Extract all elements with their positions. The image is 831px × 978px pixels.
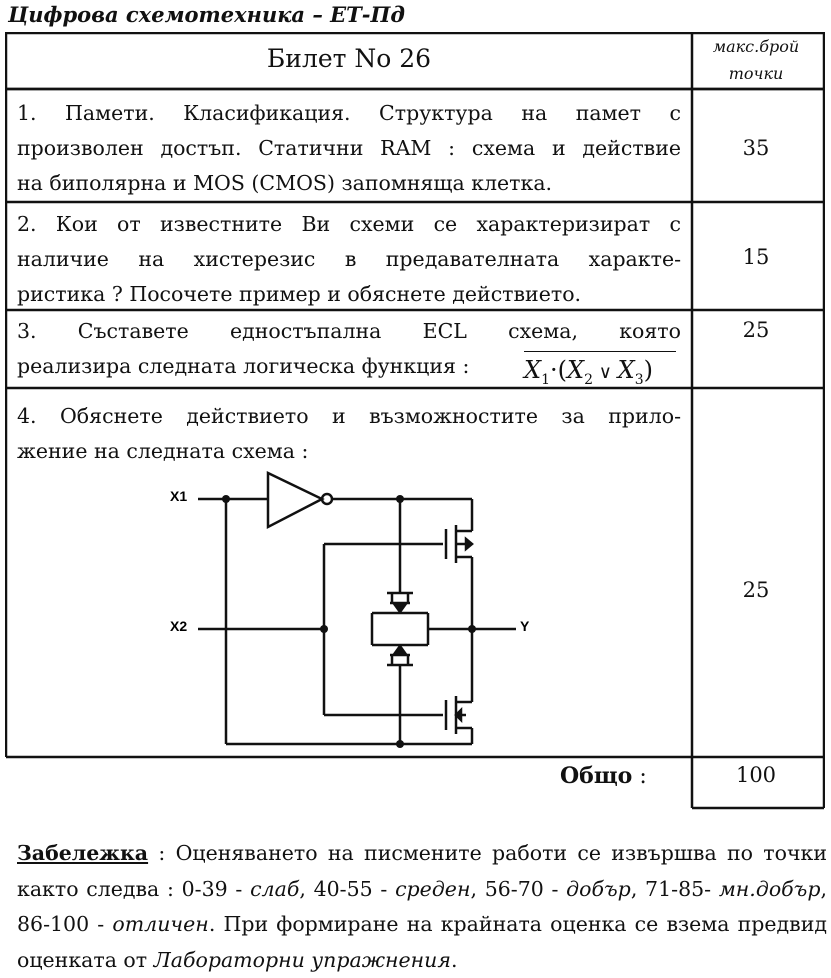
question-2 <box>17 207 681 312</box>
question-2-line-2: наличие на хистерезис в предавателната характе- <box>17 247 681 271</box>
formula-sub1: 1 <box>541 371 551 388</box>
points-header-line2: точки <box>728 64 784 83</box>
formula-sub3: 3 <box>634 371 644 388</box>
question-3-line-2: реализира следната логическа функция : <box>17 354 470 378</box>
question-4-points: 25 <box>742 578 770 602</box>
question-1 <box>17 96 681 201</box>
logic-formula: $X_1\cdot(X_2$ ∨ $X_3$) <box>524 351 676 388</box>
total-value: 100 <box>735 763 777 787</box>
total-label <box>560 763 647 789</box>
ticket-title: Билет No 26 <box>266 44 432 73</box>
question-3-line-1: 3. Съставете едностъпална ECL схема, която <box>17 319 681 343</box>
label-x1: X1 <box>170 488 188 504</box>
label-x2: X2 <box>170 618 188 634</box>
grading-note: Забележка : Оценяването на писмените работи се извършва по точки както следва : 0-39 - слаб, 40-55 - среден, 56-70 - добър, 71-85- мн.добър, 86-100 - отличен. При формиране на крайната оценка се взема предвид оценката от Лабораторни упражнения. <box>17 841 827 972</box>
formula-x3: X <box>617 356 635 384</box>
formula-sub2: 2 <box>584 371 594 388</box>
question-1-line-3: на биполярна и MOS (CMOS) запомняща клетка. <box>17 171 553 195</box>
question-3-points: 25 <box>742 318 770 342</box>
question-1-points: 35 <box>742 136 770 160</box>
question-4-line-2: жение на следната схема : <box>17 439 309 463</box>
question-2-line-1: 2. Кои от известните Ви схеми се характеризират с <box>17 212 681 236</box>
formula-x2: X <box>567 356 585 384</box>
question-4-line-1: 4. Обяснете действието и възможностите за прило- <box>17 404 681 428</box>
question-2-points: 15 <box>742 245 770 269</box>
question-1-line-2: произволен достъп. Статични RAM : схема и действие <box>17 136 681 160</box>
question-2-line-3: ристика ? Посочете пример и обяснете действието. <box>17 282 582 306</box>
note-label: Забележка <box>17 841 149 865</box>
formula-x1: X <box>524 356 542 384</box>
label-y: Y <box>520 618 530 634</box>
total-colon: : <box>639 764 647 789</box>
question-4 <box>17 399 681 469</box>
total-label-text: Общо <box>560 763 633 789</box>
points-header-line1: макс.брой <box>712 37 800 56</box>
circuit-schematic <box>160 465 560 755</box>
question-1-line-1: 1. Памети. Класификация. Структура на памет с <box>17 101 681 125</box>
course-header: Цифрова схемотехника – ЕТ-Пд <box>8 2 405 27</box>
